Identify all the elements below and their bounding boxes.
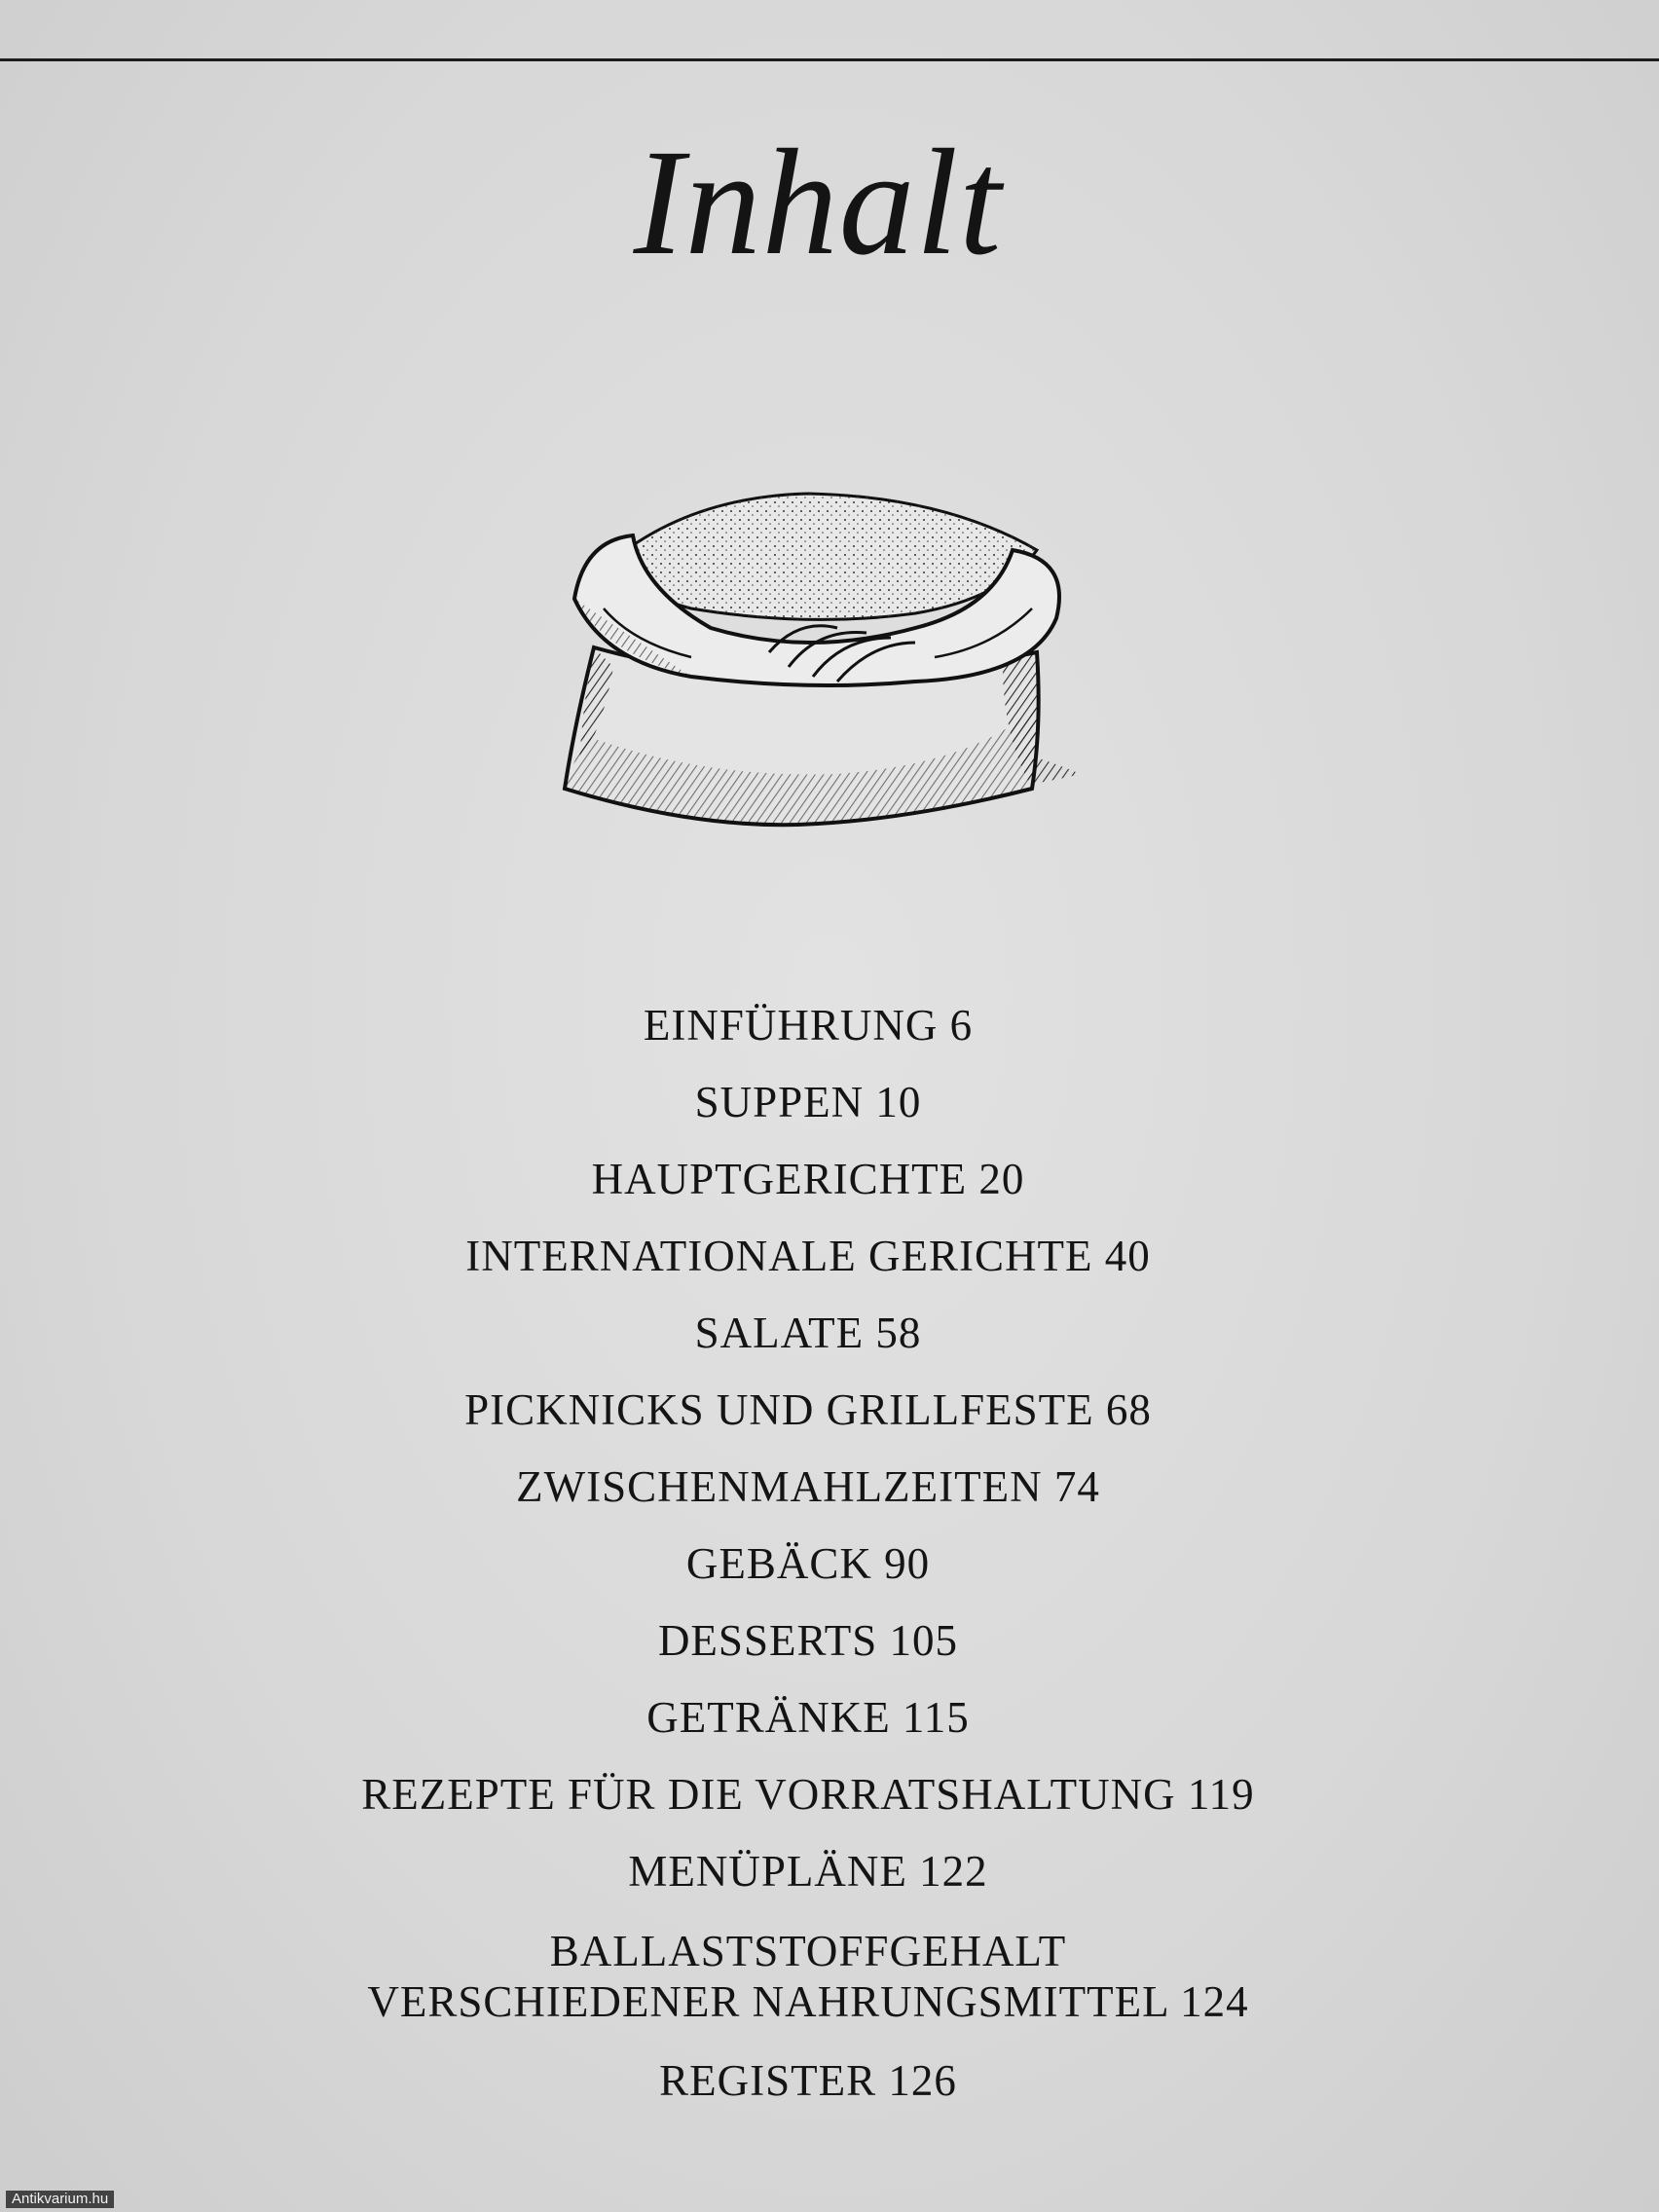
- toc-entry-text: HAUPTGERICHTE 20: [591, 1155, 1025, 1203]
- toc-entry: [0, 1310, 1616, 1356]
- toc-entry-text: VERSCHIEDENER NAHRUNGSMITTEL 124: [367, 1977, 1249, 2026]
- toc-entry-text: GEBÄCK 90: [685, 1539, 931, 1588]
- toc-entry: [0, 1003, 1616, 1049]
- toc-entry: [0, 1387, 1616, 1433]
- toc-entry-text: MENÜPLÄNE 122: [628, 1847, 988, 1896]
- toc-entry-text: SUPPEN 10: [694, 1078, 922, 1126]
- grain-sack-icon: [545, 482, 1090, 842]
- page-title: Inhalt: [633, 118, 1003, 286]
- toc-entry: [0, 1541, 1616, 1587]
- toc-entry-text: EINFÜHRUNG 6: [643, 1001, 974, 1050]
- watermark: Antikvarium.hu: [6, 2191, 114, 2208]
- top-rule: [0, 58, 1659, 61]
- toc-entry: [0, 2058, 1616, 2104]
- toc-entry: [0, 1695, 1616, 1741]
- toc-entry: [0, 1618, 1616, 1664]
- toc-entry-text: SALATE 58: [694, 1309, 922, 1357]
- toc-entry: [0, 1080, 1616, 1125]
- toc-entry-text: BALLASTSTOFFGEHALT: [549, 1927, 1067, 1975]
- table-of-contents: [0, 1003, 1616, 2135]
- toc-entry-text: ZWISCHENMAHLZEITEN 74: [516, 1462, 1100, 1511]
- toc-entry-text: PICKNICKS UND GRILLFESTE 68: [464, 1385, 1152, 1434]
- toc-entry-text: REGISTER 126: [659, 2056, 957, 2105]
- toc-entry-text: GETRÄNKE 115: [646, 1693, 970, 1742]
- toc-entry: [0, 1926, 1616, 2027]
- toc-entry: [0, 1464, 1616, 1510]
- toc-entry: [0, 1234, 1616, 1279]
- toc-entry: [0, 1772, 1616, 1818]
- toc-entry: [0, 1849, 1616, 1895]
- toc-entry: [0, 1157, 1616, 1202]
- toc-entry-text: DESSERTS 105: [657, 1616, 959, 1665]
- toc-entry-text: INTERNATIONALE GERICHTE 40: [465, 1232, 1151, 1280]
- toc-entry-text: REZEPTE FÜR DIE VORRATSHALTUNG 119: [361, 1770, 1255, 1819]
